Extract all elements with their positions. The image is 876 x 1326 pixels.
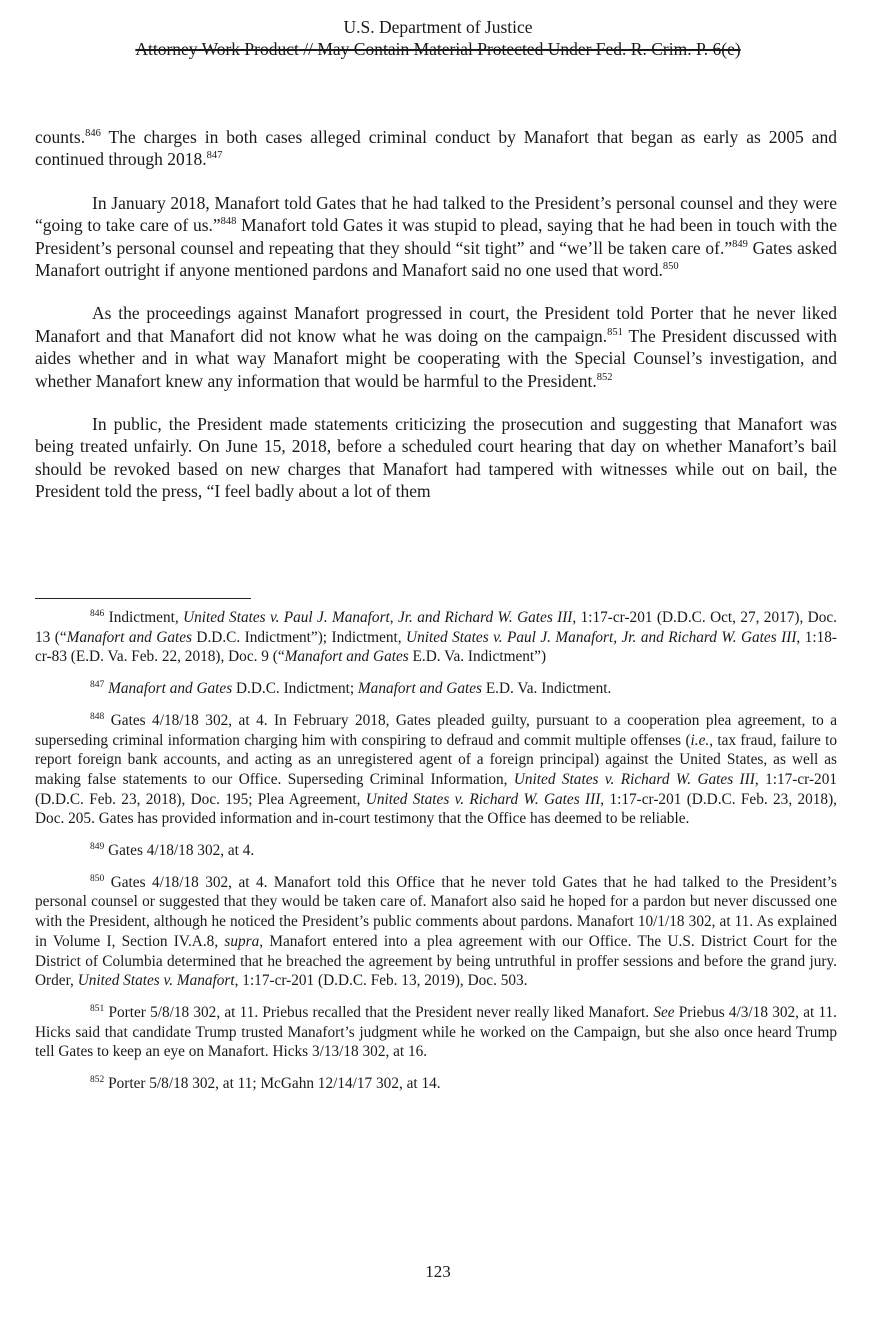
paragraph-text: In January 2018, Manafort told Gates that he had talked to the President’s personal counsel and they were “going to take care of us.” [35, 192, 837, 236]
footnote-848 [35, 711, 837, 829]
footnote-ref: 852 [596, 371, 613, 383]
paragraph-text: The charges in both cases alleged criminal conduct by Manafort that began as early as 2005 and continued through 2018. [35, 127, 837, 170]
footnote-text: Porter 5/8/18 302, at 11; McGahn 12/14/17 302, at 14. [104, 1075, 441, 1093]
footnotes [35, 608, 837, 1106]
case-name: United States v. Richard W. Gates III [365, 790, 601, 808]
page-number: 123 [425, 1262, 451, 1281]
case-name: Manafort and Gates [357, 680, 482, 698]
footnote-ref: 848 [220, 216, 237, 228]
case-name: United States v. Manafort [77, 972, 235, 990]
footnote-text: , 1:17-cr-201 (D.D.C. Feb. 23, 2018), Doc. 205. Gates has provided information and in-court testimony that the Office has deemed to be reliable. [35, 790, 837, 828]
main-text [35, 126, 837, 524]
footnote-text: , 1:17-cr-201 (D.D.C. Feb. 13, 2019), Doc. 503. [234, 972, 528, 990]
footnote-text: Porter 5/8/18 302, at 11. Priebus recalled that the President never really liked Manafort. [104, 1003, 654, 1021]
page-header [0, 16, 876, 60]
footnote-number: 851 [90, 1003, 105, 1014]
header-separator: // [298, 39, 318, 59]
footnote-847 [35, 679, 837, 699]
italic-term: i.e. [690, 731, 710, 749]
footnote-849 [35, 841, 837, 861]
footnote-ref: 849 [732, 238, 748, 250]
case-name: Manafort and Gates [284, 648, 409, 666]
footnote-text: , 1:18-cr-83 (E.D. Va. Feb. 22, 2018), Doc. 9 (“ [35, 628, 837, 666]
paragraph-text: counts. [35, 127, 86, 147]
case-name: United States v. Paul J. Manafort, Jr. and Richard W. Gates III [406, 628, 797, 646]
footnote-852 [35, 1074, 837, 1094]
header-material: May Contain Material Protected Under Fed. R. Crim. P. 6(e) [317, 39, 741, 59]
footnote-text: E.D. Va. Indictment”) [408, 648, 547, 666]
footnote-850 [35, 873, 837, 991]
case-name: Manafort and Gates [108, 680, 233, 698]
footnote-text: D.D.C. Indictment; [232, 680, 358, 698]
paragraph-text: As the proceedings against Manafort progressed in court, the President told Porter that he never liked Manafort and that Manafort did not know what he was doing on the campaign. [35, 303, 837, 346]
case-name: United States v. Richard W. Gates III [513, 770, 755, 788]
footnote-text: , 1:17-cr-201 (D.D.C. Feb. 23, 2018), Doc. 195; Plea Agreement, [35, 770, 837, 808]
footnote-text: , 1:17-cr-201 (D.D.C. Oct, 27, 2017), Doc. 13 (“ [35, 609, 837, 646]
footnote-ref: 850 [662, 261, 679, 273]
footnote-number: 849 [90, 841, 105, 852]
footnote-separator [35, 598, 251, 599]
italic-term: supra [224, 932, 260, 950]
footnote-851 [35, 1003, 837, 1062]
footnote-ref: 851 [607, 327, 623, 339]
header-work-product-line [0, 38, 876, 60]
paragraph-1 [35, 126, 837, 171]
footnote-number: 846 [90, 608, 105, 619]
paragraph-text: In public, the President made statements criticizing the prosecution and suggesting that Manafort was being treated unfairly. On June 15, 2018, before a scheduled court hearing that day on whether Manafort’s bail should be revoked based on new charges that Manafort had tampered with witnesses while out on bail, the President told the press, “I feel badly about a lot of them [35, 414, 837, 502]
footnote-number: 848 [90, 711, 105, 722]
footnote-number: 852 [90, 1074, 105, 1085]
paragraph-text: Manafort told Gates it was stupid to plead, saying that he had been in touch with the President’s personal counsel and repeating that they should “sit tight” and “we’ll be taken care of.” [35, 215, 837, 258]
footnote-text: Priebus 4/3/18 302, at 11. Hicks said that candidate Trump trusted Manafort’s judgment while he worked on the Campaign, but she also once heard Trump tell Gates to keep an eye on Manafort. Hicks 3/13/18 302, at 16. [35, 1003, 837, 1061]
header-work-product: Attorney Work Product [135, 39, 299, 59]
footnote-number: 850 [90, 873, 105, 884]
footnote-text: D.D.C. Indictment”); Indictment, [191, 628, 407, 646]
paragraph-text: Gates asked Manafort outright if anyone mentioned pardons and Manafort said no one used that word. [35, 237, 837, 281]
footnote-ref: 846 [85, 128, 101, 140]
footnote-text: Gates 4/18/18 302, at 4. Manafort told this Office that he never told Gates that he had talked to the President’s personal counsel or suggested that they would be taken care of. Manafort also said he hoped for a pardon but never discussed one with the President, although he noticed the President’s public comments about pardons. Manafort 10/1/18 302, at 11. As explained in Volume I, Section IV.A.8, [35, 873, 837, 950]
paragraph-text: The President discussed with aides whether and in what way Manafort might be cooperating with the Special Counsel’s investigation, and whether Manafort knew any information that would be harmful to the President. [35, 325, 837, 391]
footnote-text: Gates 4/18/18 302, at 4. In February 2018, Gates pleaded guilty, pursuant to a cooperation plea agreement, to a superseding criminal information charging him with conspiring to defraud and commit multiple offenses ( [35, 711, 837, 749]
footnote-ref: 847 [206, 150, 223, 162]
case-name: United States v. Paul J. Manafort, Jr. and Richard W. Gates III [183, 609, 573, 626]
footnote-text: Gates 4/18/18 302, at 4. [104, 842, 255, 860]
footnote-text: Indictment, [104, 609, 184, 626]
footnote-text: , tax fraud, failure to report foreign bank accounts, and acting as an unregistered agent of a foreign principal) against the United States, as well as making false statements to our Office. Superseding Criminal Information, [35, 731, 837, 788]
footnote-text: , Manafort entered into a plea agreement with our Office. The U.S. District Court for the District of Columbia determined that he breached the agreement by being untruthful in proffer sessions and before the grand jury. Order, [35, 932, 837, 990]
italic-term: See [653, 1003, 675, 1021]
paragraph-4 [35, 413, 837, 503]
header-department: U.S. Department of Justice [343, 17, 533, 37]
footnote-number: 847 [90, 680, 105, 691]
footnote-846 [35, 608, 837, 667]
paragraph-2 [35, 192, 837, 282]
footnote-text: E.D. Va. Indictment. [482, 680, 612, 698]
paragraph-3 [35, 302, 837, 392]
case-name: Manafort and Gates [66, 628, 192, 646]
